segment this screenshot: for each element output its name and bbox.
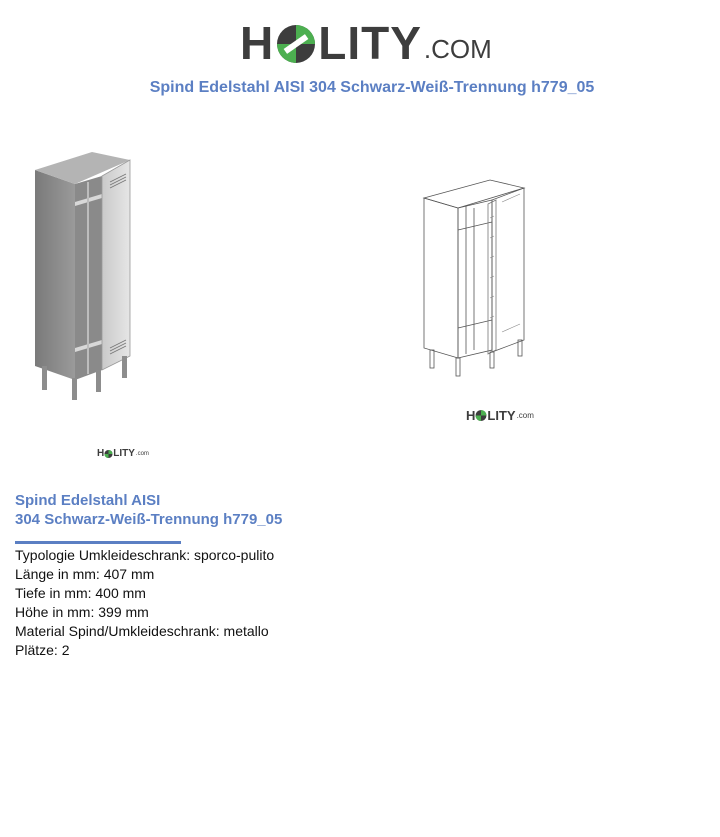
- logo-suffix: LITY: [318, 17, 422, 69]
- logo-prefix: H: [240, 17, 275, 69]
- spec-hoehe: Höhe in mm: 399 mm: [15, 604, 149, 620]
- watermark-prefix: H: [466, 408, 476, 423]
- watermark-suffix: LITY: [487, 408, 516, 423]
- watermark-prefix: H: [97, 448, 105, 459]
- spec-laenge: Länge in mm: 407 mm: [15, 566, 155, 582]
- spec-plaetze: Plätze: 2: [15, 642, 70, 658]
- product-heading-line2: 304 Schwarz-Weiß-Trennung h779_05: [15, 511, 283, 528]
- product-photo-locker[interactable]: [30, 148, 140, 403]
- logo-o-icon: [275, 20, 317, 66]
- photo-watermark-left: [97, 448, 149, 459]
- page-title: Spind Edelstahl AISI 304 Schwarz-Weiß-Trennung h779_05: [149, 79, 595, 96]
- spec-tiefe: Tiefe in mm: 400 mm: [15, 585, 146, 601]
- heading-underline: [15, 541, 181, 544]
- watermark-tld: .com: [516, 411, 534, 420]
- product-heading-line1: Spind Edelstahl AISI: [15, 492, 161, 509]
- photo-watermark-right: [466, 408, 534, 423]
- spec-material: Material Spind/Umkleideschrank: metallo: [15, 623, 269, 639]
- product-specs: [15, 546, 274, 660]
- watermark-o-icon: [104, 449, 113, 459]
- watermark-suffix: LITY: [113, 448, 135, 459]
- product-drawing-locker[interactable]: [418, 178, 533, 380]
- watermark-o-icon: [475, 409, 487, 422]
- watermark-tld: .com: [135, 450, 149, 457]
- product-heading[interactable]: [15, 491, 345, 529]
- spec-typologie: Typologie Umkleideschrank: sporco-pulito: [15, 547, 275, 563]
- logo-tld: .COM: [423, 34, 492, 64]
- holity-logo[interactable]: [240, 12, 492, 69]
